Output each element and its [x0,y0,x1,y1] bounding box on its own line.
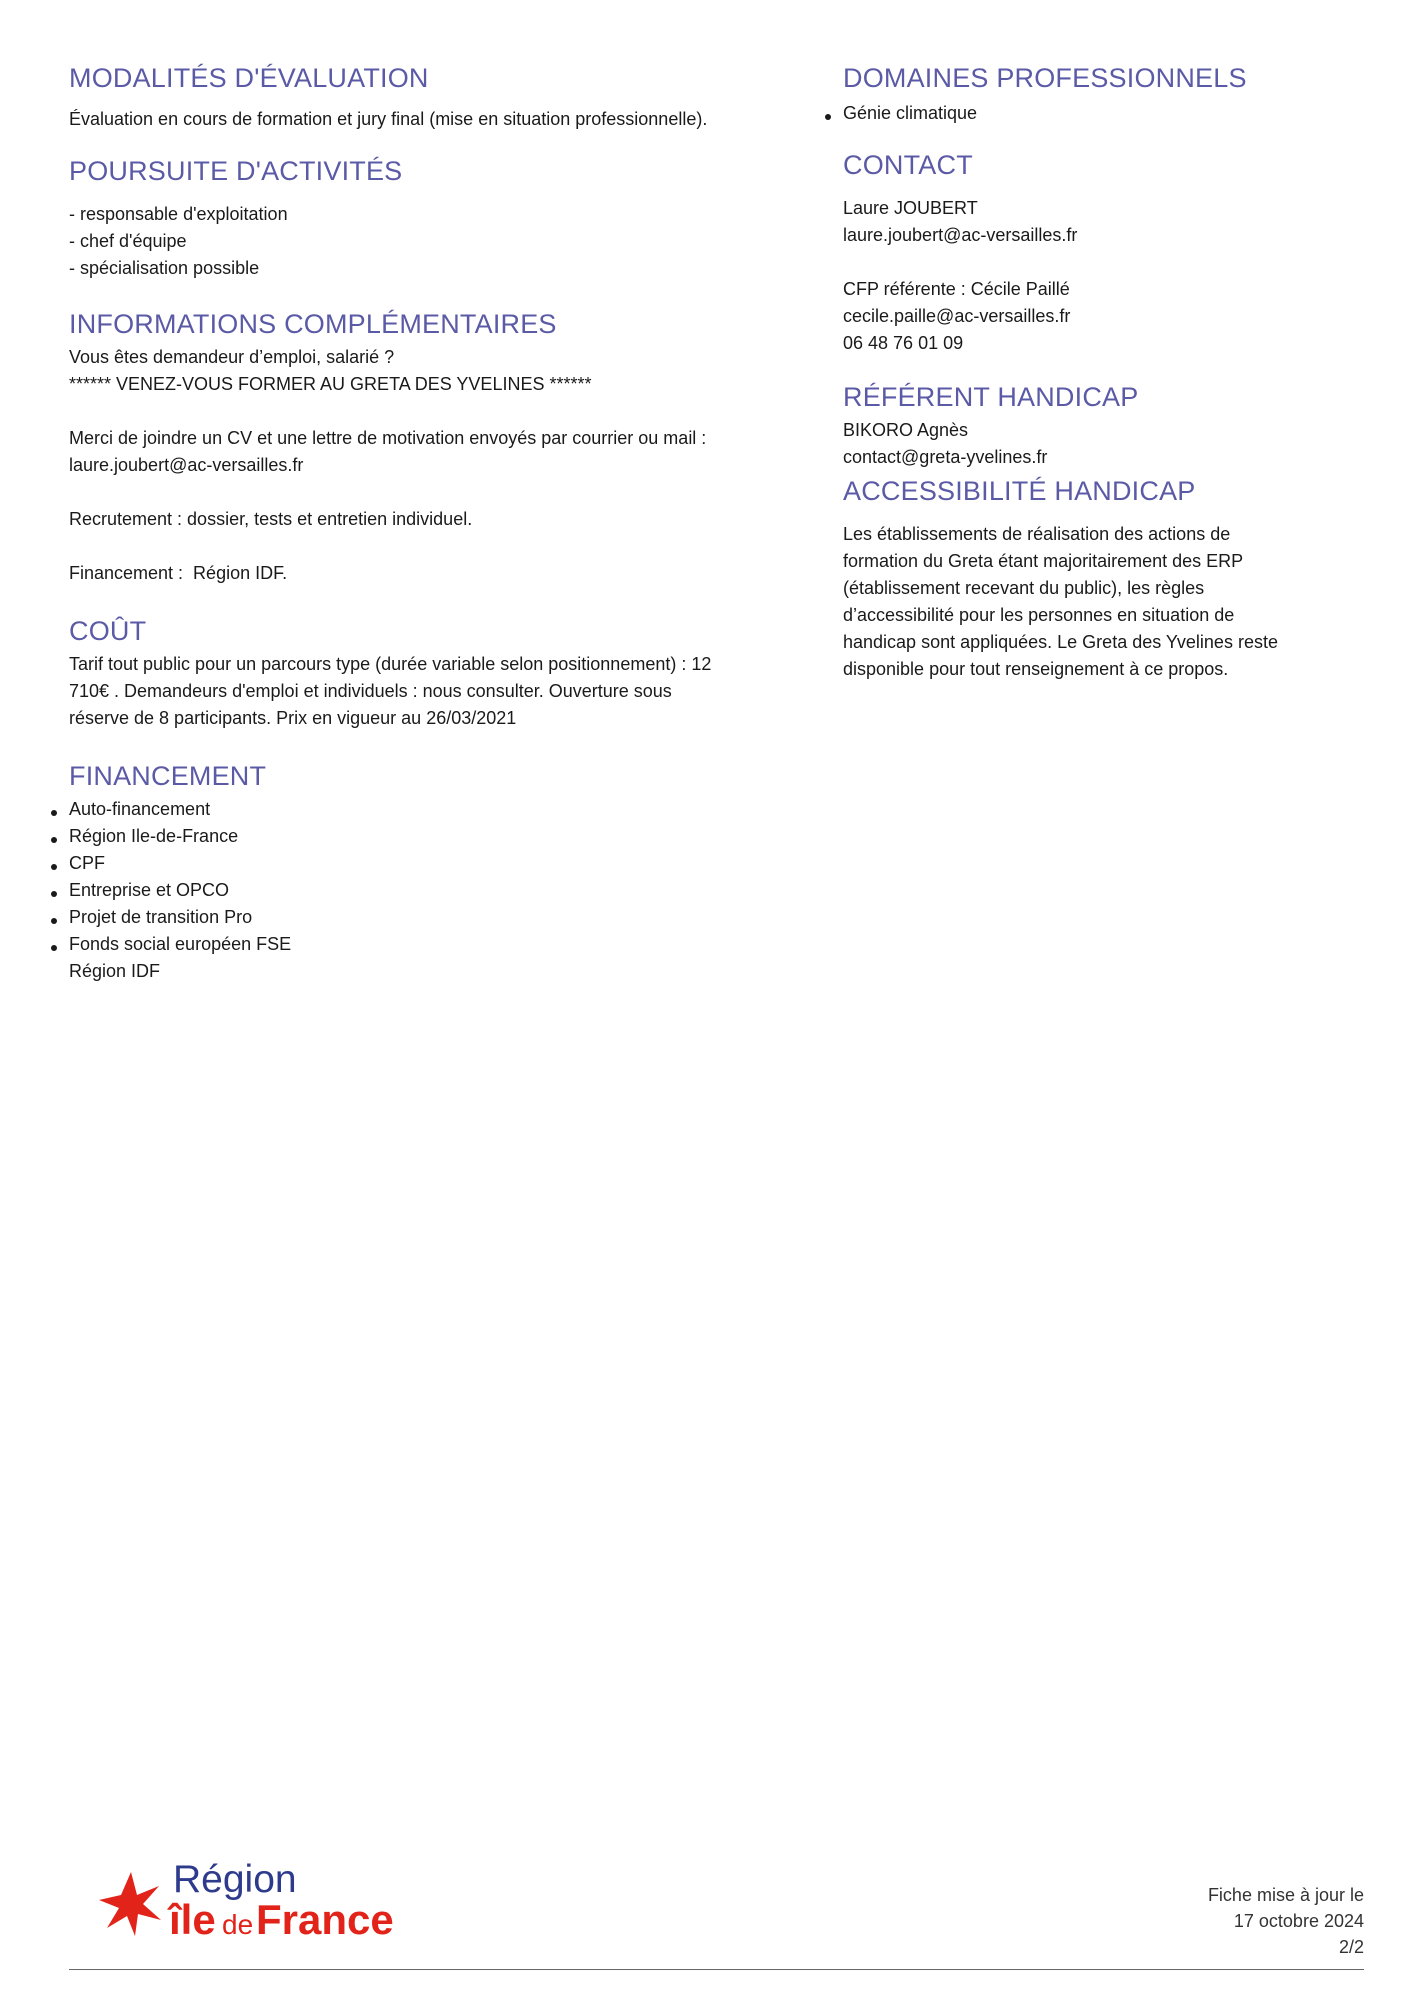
section-evaluation [69,58,799,133]
footer-update-info [1208,1882,1364,1960]
poursuite-line: - responsable d'exploitation [69,204,288,224]
list-item: Projet de transition Pro [69,904,799,931]
bullet-icon [51,810,57,816]
list-item: Entreprise et OPCO [69,877,799,904]
infos-line [69,479,799,506]
logo-ile-text: île [169,1896,216,1940]
heading-contact: CONTACT [843,150,973,180]
accessibilite-line: Les établissements de réalisation des actions de [843,524,1231,544]
accessibilite-line: d’accessibilité pour les personnes en situation de [843,605,1235,625]
infos-text [69,344,799,587]
heading-cout: COÛT [69,616,147,646]
accessibilite-text [843,521,1363,683]
domaines-list [843,100,1363,127]
right-column [843,58,1363,683]
accessibilite-line: (établissement recevant du public), les règles [843,578,1205,598]
bullet-icon [51,945,57,951]
contact-phone: 06 48 76 01 09 [843,333,964,353]
heading-referent: RÉFÉRENT HANDICAP [843,382,1139,412]
evaluation-text: Évaluation en cours de formation et jury final (mise en situation professionnelle). [69,109,708,129]
infos-line [69,533,799,560]
list-item: CPF [69,850,799,877]
list-item: Auto-financement [69,796,799,823]
contact-name: Laure JOUBERT [843,198,978,218]
page-number: 2/2 [1338,1937,1364,1957]
cout-line: réserve de 8 participants. Prix en vigueur au 26/03/2021 [69,708,517,728]
poursuite-text [69,201,799,282]
list-item: Génie climatique [843,100,1363,127]
contact-line [843,249,1363,276]
left-column [69,58,799,985]
heading-evaluation: MODALITÉS D'ÉVALUATION [69,63,429,93]
logo-france-text: France [256,1896,394,1940]
bullet-icon [51,837,57,843]
logo-de-text: de [222,1909,254,1940]
contact-cfp: CFP référente : Cécile Paillé [843,279,1070,299]
section-cout [69,611,799,732]
heading-infos: INFORMATIONS COMPLÉMENTAIRES [69,309,557,339]
contact-email: cecile.paille@ac-versailles.fr [843,306,1071,326]
poursuite-line: - chef d'équipe [69,231,187,251]
section-accessibilite [843,471,1363,683]
bullet-icon [825,114,831,120]
financement-extra: Région IDF [69,961,161,981]
infos-line [69,398,799,425]
list-item: Fonds social européen FSE [69,931,799,958]
bullet-icon [51,918,57,924]
cout-line: 710€ . Demandeurs d'emploi et individuels : nous consulter. Ouverture sous [69,681,672,701]
referent-name: BIKORO Agnès [843,420,969,440]
contact-text [843,195,1363,357]
section-referent [843,377,1363,471]
heading-financement: FINANCEMENT [69,761,267,791]
cout-line: Tarif tout public pour un parcours type (durée variable selon positionnement) : 12 [69,654,712,674]
referent-email: contact@greta-yvelines.fr [843,447,1048,467]
section-infos [69,304,799,587]
update-date: 17 octobre 2024 [1233,1911,1364,1931]
infos-line: Merci de joindre un CV et une lettre de motivation envoyés par courrier ou mail : [69,428,707,448]
section-contact [843,145,1363,357]
accessibilite-line: disponible pour tout renseignement à ce propos. [843,659,1229,679]
poursuite-line: - spécialisation possible [69,258,260,278]
region-idf-logo [98,1855,458,1940]
infos-line: Vous êtes demandeur d’emploi, salarié ? [69,347,395,367]
infos-line: ****** VENEZ-VOUS FORMER AU GRETA DES YVELINES ****** [69,374,592,394]
heading-accessibilite: ACCESSIBILITÉ HANDICAP [843,476,1196,506]
infos-line: Recrutement : dossier, tests et entretien individuel. [69,509,473,529]
logo-region-text: Région [173,1858,297,1901]
section-domaines [843,58,1363,127]
section-financement [69,756,799,985]
list-item: Région Ile-de-France [69,823,799,850]
accessibilite-line: handicap sont appliquées. Le Greta des Yvelines reste [843,632,1278,652]
bullet-icon [51,864,57,870]
infos-line: laure.joubert@ac-versailles.fr [69,455,304,475]
update-label: Fiche mise à jour le [1207,1885,1364,1905]
star-icon [99,1872,161,1936]
bullet-icon [51,891,57,897]
contact-email: laure.joubert@ac-versailles.fr [843,225,1078,245]
heading-poursuite: POURSUITE D'ACTIVITÉS [69,156,403,186]
footer-divider [69,1969,1364,1970]
infos-line: Financement : Région IDF. [69,563,288,583]
financement-list [69,796,799,958]
section-poursuite [69,151,799,282]
heading-domaines: DOMAINES PROFESSIONNELS [843,63,1247,93]
cout-text [69,651,799,732]
accessibilite-line: formation du Greta étant majoritairement des ERP [843,551,1244,571]
referent-text [843,417,1363,471]
